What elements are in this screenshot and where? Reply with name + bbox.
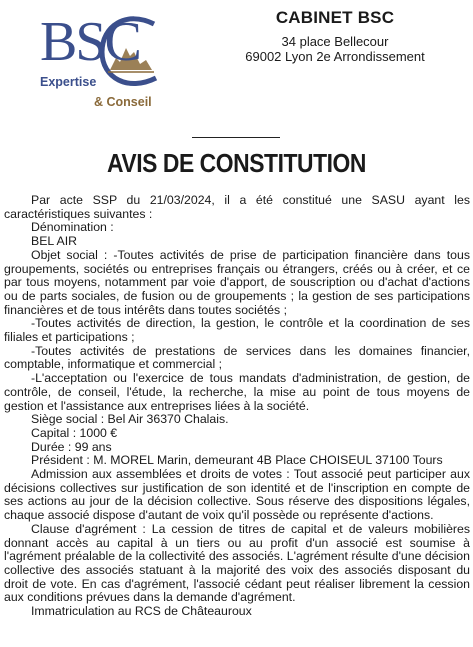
logo-expertise: Expertise — [40, 75, 97, 89]
notice-paragraph: Objet social : -Toutes activités de prise de participation financière dans tous groupements, sociétés ou entreprises français ou étrangers, créés ou à créer, et ce par tous moyens, notamment par voie d'apport, de souscription ou d'achat d'actions ou de parts sociales, de fusion ou de groupements ; la gestion de ses participations financières et de tous intérêts dans toutes sociétés ; — [4, 247, 470, 317]
notice-paragraph: Par acte SSP du 21/03/2024, il a été constitué une SASU ayant les caractéristiques suivantes : — [4, 193, 470, 221]
notice-paragraph: Admission aux assemblées et droits de votes : Tout associé peut participer aux décisions collectives sur justification de son identité et de l'inscription en compte de ses actions au jour de la décision collective. Sous réserve des dispositions légales, chaque associé dispose d'autant de voix qu'il possède ou représente d'actions. — [4, 467, 470, 523]
notice-title: AVIS DE CONSTITUTION — [107, 148, 366, 178]
notice-paragraph: -L'acceptation ou l'exercice de tous mandats d'administration, de gestion, de contrôle, de conseil, l'étude, la recherche, la mise au point de tous moyens de gestion et l'assistance aux entreprises liées à la société. — [4, 371, 470, 413]
logo-letters: BSC — [40, 11, 140, 73]
notice-paragraph: Immatriculation au RCS de Châteauroux — [31, 604, 252, 619]
notice-paragraph: Siège social : Bel Air 36370 Chalais. — [31, 412, 229, 427]
cabinet-logo — [36, 12, 166, 112]
notice-paragraph: Clause d'agrément : La cession de titres de capital et de valeurs mobilières donnant accès au capital à un tiers ou au profit d'un associé est soumise à l'agrément préalable de la collectivité des associés. L'agrément résulte d'une décision collective des associés statuant à la majorité des voix des associés disposant du droit de vote. En cas d'agrément, l'associé cédant peut réaliser librement la cession aux conditions prévues dans la demande d'agrément. — [4, 521, 470, 605]
notice-body — [4, 194, 470, 619]
cabinet-address-street: 34 place Bellecour — [281, 34, 389, 49]
notice-paragraph: Président : M. MOREL Marin, demeurant 4B Place CHOISEUL 37100 Tours — [31, 453, 443, 468]
notice-paragraph: Capital : 1000 € — [31, 425, 118, 440]
title-divider — [192, 137, 280, 138]
notice-paragraph: BEL AIR — [31, 234, 78, 249]
logo-conseil: & Conseil — [94, 95, 152, 109]
cabinet-address-city: 69002 Lyon 2e Arrondissement — [245, 49, 425, 64]
cabinet-header — [210, 8, 460, 64]
cabinet-name: CABINET BSC — [275, 8, 395, 27]
notice-paragraph: Dénomination : — [31, 220, 114, 235]
notice-paragraph: Durée : 99 ans — [31, 439, 112, 454]
notice-paragraph: -Toutes activités de prestations de services dans les domaines financier, comptable, informatique et commercial ; — [4, 343, 470, 372]
notice-paragraph: -Toutes activités de direction, la gestion, le contrôle et la coordination de ses filiales et participations ; — [4, 316, 470, 345]
